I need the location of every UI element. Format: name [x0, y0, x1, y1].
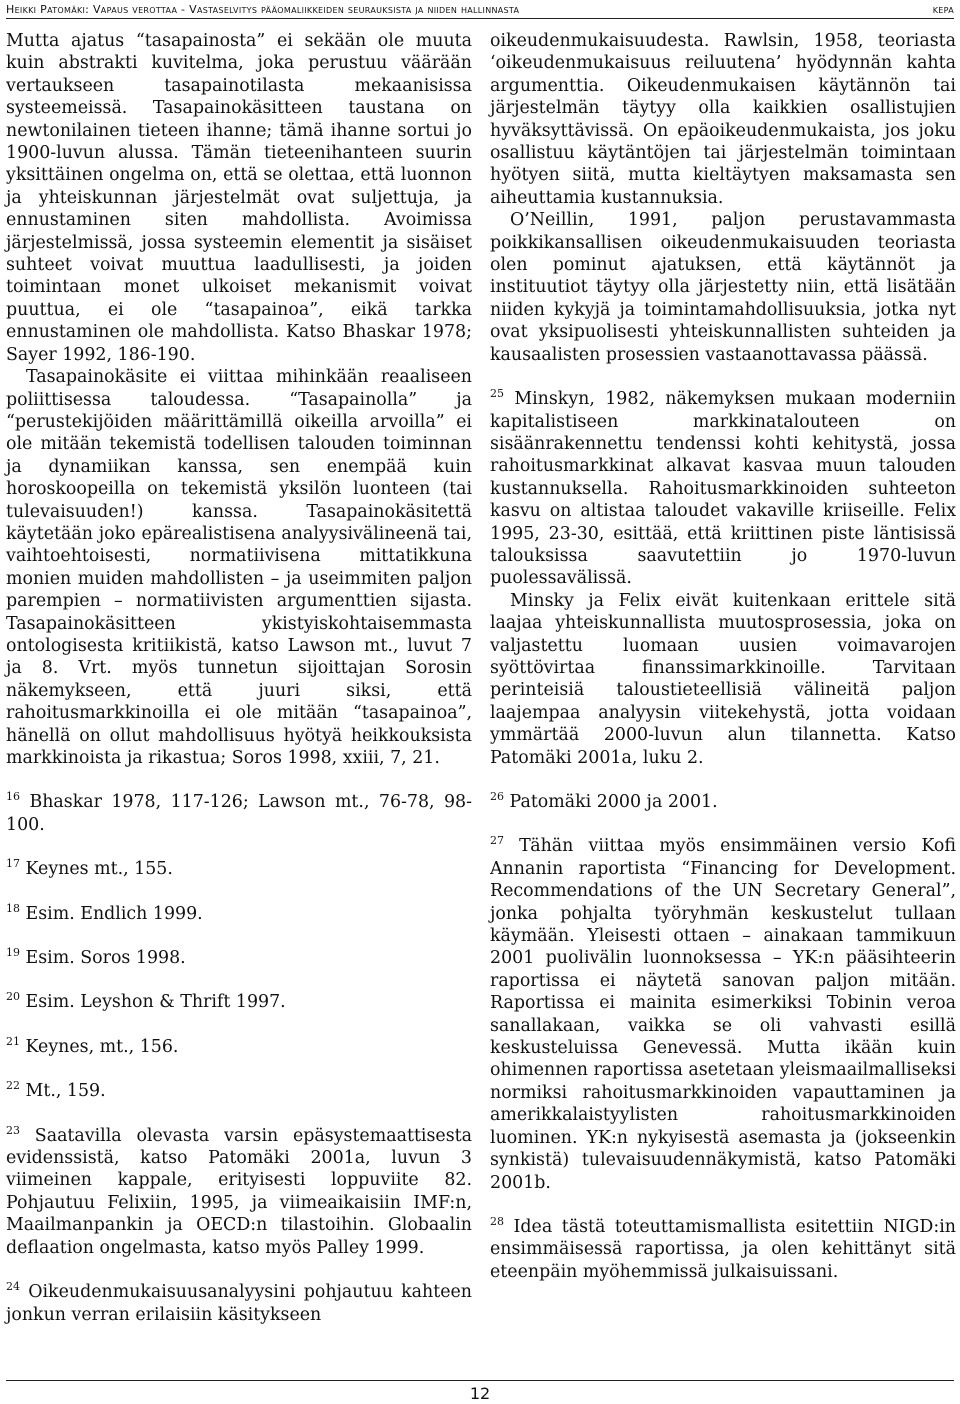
paragraph: O’Neillin, 1991, paljon perustavammasta poikkikansallisen oikeudenmukaisuuden teoriasta olen pominut ajatuksen, että käytännöt ja instituutiot täytyy olla järjestetty niin, että lisätään niiden kykyjä ja toimintamahdollisuuksia, jotka nyt ovat yksipuolisesti yhteiskunnallisten suhteiden ja kausaalisten prosessien vastaanottavassa päässä.	[490, 210, 956, 365]
footnote	[490, 791, 956, 813]
header-title: Heikki Patomäki: Vapaus verottaa - Vastaselvitys pääomaliikkeiden seurauksista ja niiden hallinnasta	[6, 2, 520, 16]
footnote	[490, 1216, 956, 1283]
footnotes-left	[6, 791, 472, 1326]
footnote-text: Esim. Endlich 1999.	[25, 903, 203, 924]
footnote-continuation: Minsky ja Felix eivät kuitenkaan erittele sitä laajaa yhteiskunnallista muutosprosessia, joka on valjastettu luomaan uusien voimavarojen syöttövirtaa finanssimarkkinoille. Tarvitaan perinteisiä taloustieteellisiä välineitä paljon laajempaa analyysin viitekehystä, jotta voidaan ymmärtää 2000-luvun alun tilannetta. Katso Patomäki 2001a, luku 2.	[490, 590, 956, 768]
footnote-text: Minskyn, 1982, näkemyksen mukaan moderniin kapitalistiseen markkinatalouteen on sisäänrakennettu tendenssi kohti kehitystä, jossa rahoitusmarkkinat alkavat kasvaa muun talouden kustannuksella. Rahoitusmarkkinoiden suhteeton kasvu on altistaa taloudet vakaville kriiseille. Felix 1995, 23-30, esittää, että kriittinen piste läntisissä talouksissa saavutettiin jo 1970-luvun puolessavälissä.	[490, 389, 956, 589]
spacer	[6, 769, 472, 791]
footnote-text: Keynes, mt., 156.	[25, 1036, 179, 1057]
footnote-number: 23	[6, 1123, 20, 1137]
header-publisher: kepa	[932, 2, 954, 16]
footnotes-right	[490, 791, 956, 1283]
paragraph: Mutta ajatus “tasapainosta” ei sekään ole muuta kuin abstrakti kuvitelma, joka perustuu väärään vertaukseen tasapainotilasta mekaanisissa systeemeissä. Tasapainokäsitteen taustana on newtonilainen tieteen ihanne; tämä ihanne sortui jo 1900-luvun alussa. Tämän tieteenihanteen suurin yksittäinen ongelma on, että se olettaa, että luonnon ja yhteiskunnan järjestelmät ovat suljettuja, ja ennustaminen siten mahdollista. Avoimissa järjestelmissä, jossa systeemin elementit ja sisäiset suhteet voivat muuttua laadullisesti, ja joiden toimintaan monet ulkoiset mekanismit voivat puuttua, ei ole “tasapainoa”, eikä tarkka ennustaminen ole mahdollista. Katso Bhaskar 1978; Sayer 1992, 186-190.	[6, 31, 472, 365]
footnote-number: 28	[490, 1214, 504, 1228]
spacer	[490, 769, 956, 791]
footnote-text: Tähän viittaa myös ensimmäinen versio Kofi Annanin raportista “Financing for Development. Recommendations of the UN Secretary General”, jonka pohjalta työryhmän keskustelut tullaan käymään. Yleisesti ottaen – ainakaan tammikuun 2001 puolivälin luonnoksessa – YK:n pääsihteerin raportissa ei näytetä sanovan paljon mitään. Raportissa ei mainita esimerkiksi Tobinin veroa sanallakaan, vaikka se oli vahvasti esillä keskusteluissa Genevessä. Mutta ikään kuin ohimennen raportissa asetetaan yleismaailmalliseksi normiksi rahoitusmarkkinoiden vapauttaminen ja amerikkalaistyylisten rahoitusmarkkinoiden luominen. YK:n nykyisestä asemasta ja (jokseenkin synkistä) tulevaisuudennäkymistä, katso Patomäki 2001b.	[490, 836, 956, 1193]
footnote	[6, 1125, 472, 1259]
footnote-number: 24	[6, 1280, 20, 1294]
paragraph: oikeudenmukaisuudesta. Rawlsin, 1958, teoriasta ‘oikeudenmukaisuus reiluutena’ hyödynnän kahta argumenttia. Oikeudenmukaisen käytännön tai järjestelmän täytyy olla kaikkien osallistujien hyväksyttävissä. On epäoikeudenmukaista, jos joku osallistuu käytäntöjen tai järjestelmän toimintaan hyötyen siitä, mutta kieltäytyen maksamasta sen aiheuttamia kustannuksia.	[490, 31, 956, 208]
paragraph: Tasapainokäsite ei viittaa mihinkään reaaliseen poliittisessa taloudessa. “Tasapainolla” ja “perustekijöiden määrittämillä oikeilla arvoilla” ei ole mitään tekemistä todellisen talouden toiminnan ja dynamiikan kanssa, sen enempää kuin horoskoopeilla on tekemistä yksilön luonteen (tai tulevaisuuden!) kanssa. Tasapainokäsitettä käytetään joko epärealistisena analyysivälineenä tai, vaihtoehtoisesti, normatiivisena mittatikkuna monien muiden mahdollisten – ja useimmiten paljon parempien – normatiivisten argumenttien sijasta. Tasapainokäsitteen ykistyiskohtaisemmasta ontologisesta kritiikistä, katso Lawson mt., luvut 7 ja 8. Vrt. myös tunnetun sijoittajan Sorosin näkemykseen, että juuri siksi, että rahoitusmarkkinoilla ei ole mitään “tasapainoa”, hänellä on ollut mahdollisuus hyötyä heikkouksista markkinoista ja rikastua; Soros 1998, xxiii, 7, 21.	[6, 367, 472, 768]
footnote-text: Esim. Leyshon & Thrift 1997.	[25, 992, 286, 1013]
footnote-number: 26	[490, 790, 504, 803]
footnote-text: Keynes mt., 155.	[25, 859, 173, 880]
footnote-number: 21	[6, 1034, 20, 1048]
running-header	[6, 0, 954, 19]
footnote-number: 17	[6, 857, 20, 871]
footnote-text: Idea tästä toteuttamismallista esitettiin NIGD:in ensimmäisessä raportissa, ja olen kehittänyt sitä eteenpäin myöhemmissä julkaisuissani.	[490, 1216, 956, 1282]
footnote	[6, 791, 472, 836]
left-column	[6, 30, 472, 1326]
footnote-text: Mt., 159.	[25, 1081, 106, 1102]
footnote	[6, 858, 472, 880]
footnote-text: Patomäki 2000 ja 2001.	[509, 792, 718, 812]
footnote-text: Saatavilla olevasta varsin epäsystemaattisesta evidenssistä, katso Patomäki 2001a, luvun 3 viimeinen kappale, erityisesti loppuviite 82. Pohjautuu Felixiin, 1995, ja viimeaikaisiin IMF:n, Maailmanpankin ja OECD:n tilastoihin. Globaalin deflaation ongelmasta, katso myös Palley 1999.	[6, 1125, 472, 1258]
footnote-text: Bhaskar 1978, 117-126; Lawson mt., 76-78, 98-100.	[6, 792, 473, 835]
page-number: 12	[469, 1384, 491, 1403]
footnote	[6, 991, 472, 1013]
right-column	[490, 30, 956, 1283]
footnote-number: 22	[6, 1079, 20, 1093]
footer-rule	[6, 1380, 954, 1381]
footnote-number: 27	[490, 834, 504, 848]
footnote	[6, 947, 472, 969]
footnote	[6, 1036, 472, 1058]
footnote-number: 18	[6, 901, 20, 915]
footnote-number: 19	[6, 946, 20, 960]
footnote	[6, 1281, 472, 1326]
footnote	[6, 1080, 472, 1102]
footnote	[490, 388, 956, 590]
footnote-text: Esim. Soros 1998.	[25, 948, 186, 969]
footnote	[490, 835, 956, 1194]
footnote-text: Oikeudenmukaisuusanalyysini pohjautuu kahteen jonkun verran erilaisiin käsitykseen	[6, 1282, 472, 1325]
spacer	[490, 366, 956, 388]
footnote	[6, 903, 472, 925]
footnote-number: 16	[6, 790, 20, 804]
footnote-number: 20	[6, 990, 20, 1004]
footnote-number: 25	[490, 387, 504, 401]
